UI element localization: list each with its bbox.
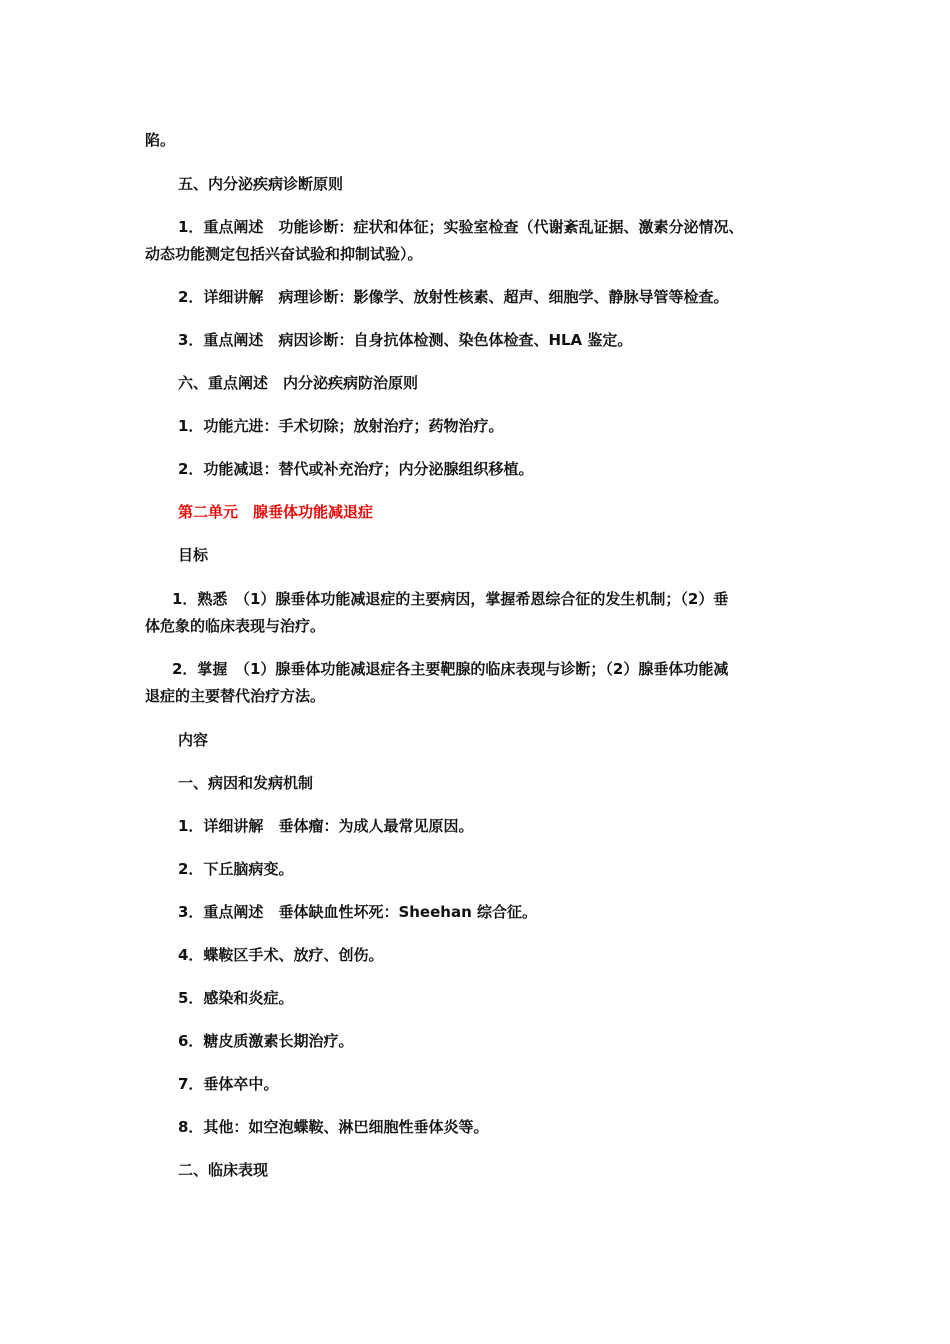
list-item-5-1-cont: 动态功能测定包括兴奋试验和抑制试验）。: [145, 245, 423, 263]
unit-heading: 第二单元 腺垂体功能减退症: [178, 503, 374, 521]
list-item-6-2: 2．功能减退：替代或补充治疗；内分泌腺组织移植。: [178, 460, 534, 478]
section-heading-2: 二、临床表现: [178, 1161, 269, 1179]
objectives-heading: 目标: [178, 546, 209, 564]
section-heading-6: 六、重点阐述 内分泌疾病防治原则: [178, 374, 419, 392]
section-heading-1: 一、病因和发病机制: [178, 774, 314, 792]
objective-2: 2．掌握 （1）腺垂体功能减退症各主要靶腺的临床表现与诊断；（2）腺垂体功能减: [172, 660, 729, 678]
cause-item-7: 7．垂体卒中。: [178, 1075, 279, 1093]
list-item-5-3: 3．重点阐述 病因诊断：自身抗体检测、染色体检查、HLA 鉴定。: [178, 331, 633, 349]
text-line-continuation: 陷。: [145, 131, 176, 149]
content-heading: 内容: [178, 731, 209, 749]
cause-item-4: 4．蝶鞍区手术、放疗、创伤。: [178, 946, 384, 964]
objective-1: 1．熟悉 （1）腺垂体功能减退症的主要病因，掌握希恩综合征的发生机制；（2）垂: [172, 590, 729, 608]
cause-item-6: 6．糖皮质激素长期治疗。: [178, 1032, 354, 1050]
list-item-5-1: 1．重点阐述 功能诊断：症状和体征；实验室检查（代谢紊乱证据、激素分泌情况、: [178, 218, 744, 236]
objective-2-cont: 退症的主要替代治疗方法。: [145, 687, 326, 705]
section-heading-5: 五、内分泌疾病诊断原则: [178, 175, 344, 193]
cause-item-5: 5．感染和炎症。: [178, 989, 294, 1007]
cause-item-8: 8．其他：如空泡蝶鞍、淋巴细胞性垂体炎等。: [178, 1118, 489, 1136]
cause-item-2: 2．下丘脑病变。: [178, 860, 294, 878]
list-item-5-2: 2．详细讲解 病理诊断：影像学、放射性核素、超声、细胞学、静脉导管等检查。: [178, 288, 729, 306]
cause-item-3: 3．重点阐述 垂体缺血性坏死：Sheehan 综合征。: [178, 903, 537, 921]
objective-1-cont: 体危象的临床表现与治疗。: [145, 617, 326, 635]
cause-item-1: 1．详细讲解 垂体瘤：为成人最常见原因。: [178, 817, 474, 835]
list-item-6-1: 1．功能亢进：手术切除；放射治疗；药物治疗。: [178, 417, 504, 435]
